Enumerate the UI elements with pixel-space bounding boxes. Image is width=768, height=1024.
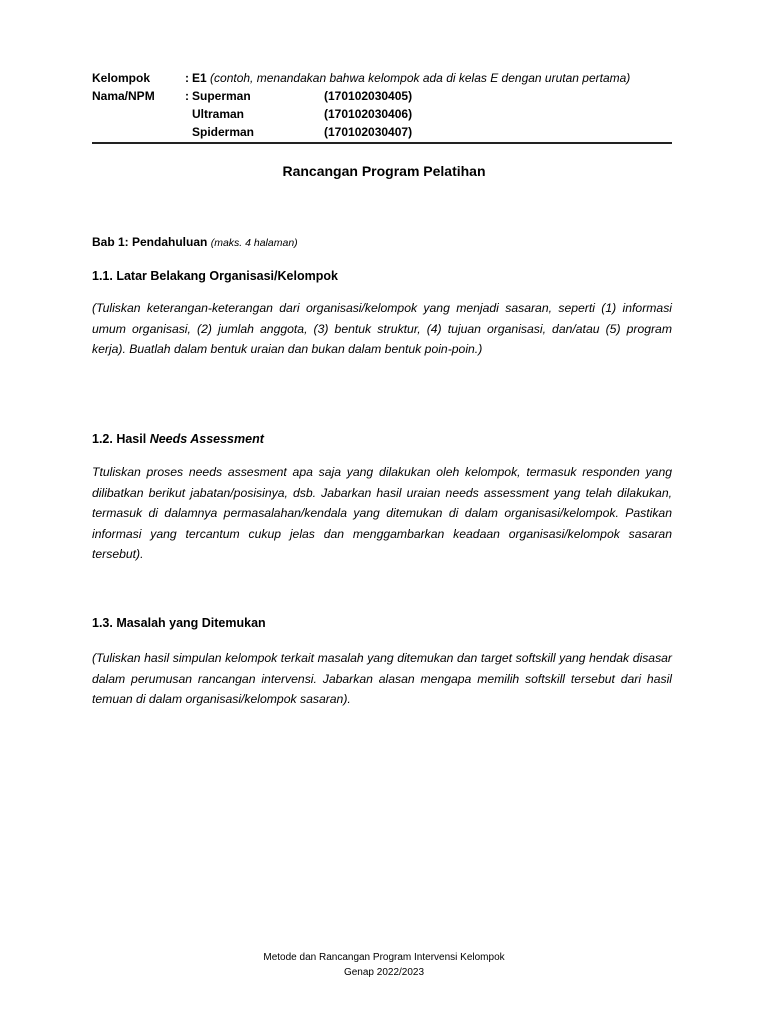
member-name: Ultraman (192, 107, 245, 121)
section-heading (92, 269, 338, 283)
member-row (92, 87, 692, 105)
footer-term: Genap 2022/2023 (343, 967, 425, 978)
section-heading-text: 1.2. Hasil (92, 432, 150, 446)
chapter-note: (maks. 4 halaman) (210, 237, 298, 249)
identity-header (92, 69, 692, 141)
footer-course: Metode dan Rancangan Program Intervensi Kelompok (263, 952, 505, 963)
document-title: Rancangan Program Pelatihan (282, 163, 486, 179)
member-name: Superman (192, 89, 251, 103)
section-body: (Tuliskan keterangan-keterangan dari organisasi/kelompok yang menjadi sasaran, seperti (1) informasi umum organisasi, (2) jumlah anggota, (3) bentuk struktur, (4) tujuan organisasi, dan/atau (5) program kerja). Buatlah dalam bentuk uraian dan bukan dalam bentuk poin-poin.) (92, 301, 672, 356)
kelompok-label: Kelompok (92, 71, 151, 85)
kelompok-row (92, 69, 692, 87)
page-footer (0, 950, 768, 980)
nama-label: Nama/NPM (92, 89, 155, 103)
nama-colon: : (185, 89, 189, 103)
member-npm: (170102030407) (324, 125, 413, 139)
section-body: (Tuliskan hasil simpulan kelompok terkait masalah yang ditemukan dan target softskill yang hendak disasar dalam perumusan rancangan intervensi. Jabarkan alasan mengapa memilih softskill tersebut dari hasil temuan di dalam organisasi/kelompok sasaran). (92, 651, 672, 706)
section-heading-text: 1.1. Latar Belakang Organisasi/Kelompok (92, 269, 338, 283)
member-row (92, 123, 692, 141)
member-npm: (170102030405) (324, 89, 413, 103)
section-heading-emphasis: Needs Assessment (149, 432, 264, 446)
section-heading-text: 1.3. Masalah yang Ditemukan (92, 616, 266, 630)
member-row (92, 105, 692, 123)
section-heading (92, 616, 266, 630)
member-name: Spiderman (192, 125, 255, 139)
kelompok-colon: : (185, 71, 189, 85)
section-body: Ttuliskan proses needs assesment apa saja yang dilakukan oleh kelompok, termasuk responden yang dilibatkan berikut jabatan/posisinya, dsb. Jabarkan hasil uraian needs assessment yang telah dilakukan, termasuk di dalamnya permasalahan/kendala yang ditemukan di dalam organisasi/kelompok. Pastikan informasi yang tercantum cukup jelas dan menggambarkan keadaan organisasi/kelompok sasaran tersebut). (92, 465, 672, 561)
section-heading (92, 432, 264, 446)
header-divider (92, 142, 672, 144)
chapter-label: Bab 1: Pendahuluan (92, 235, 208, 249)
chapter-heading (92, 235, 298, 249)
member-npm: (170102030406) (324, 107, 413, 121)
kelompok-note: (contoh, menandakan bahwa kelompok ada di kelas E dengan urutan pertama) (210, 71, 631, 85)
kelompok-value: E1 (192, 71, 207, 85)
